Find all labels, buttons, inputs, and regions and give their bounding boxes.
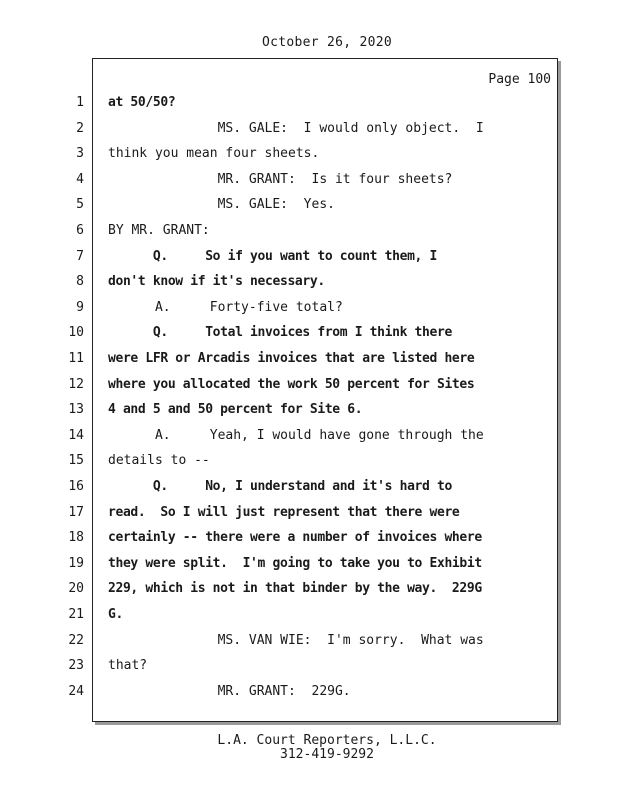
transcript-line-text: they were split. I'm going to take you to Exhibit [108,556,482,571]
transcript-line-text: were LFR or Arcadis invoices that are listed here [108,351,475,366]
line-number: 2 [76,121,84,136]
line-number: 13 [68,402,84,417]
transcript-line-text: Q. No, I understand and it's hard to [108,479,452,494]
transcript-line-text: don't know if it's necessary. [108,274,325,289]
line-number: 7 [76,249,84,264]
transcript-line-text: read. So I will just represent that there were [108,505,460,520]
transcript-line-text: certainly -- there were a number of invoices where [108,530,482,545]
transcript-date: October 26, 2020 [261,35,393,50]
transcript-line-text: A. Forty-five total? [108,300,343,315]
transcript-line-text: BY MR. GRANT: [108,223,210,238]
line-number: 21 [68,607,84,622]
page-number: Page 100 [488,72,551,87]
line-number: 24 [68,684,84,699]
line-number: 5 [76,197,84,212]
line-number: 20 [68,581,84,596]
line-number: 19 [68,556,84,571]
line-number: 16 [68,479,84,494]
line-number: 18 [68,530,84,545]
transcript-line-text: G. [108,607,123,622]
transcript-line-text: MS. GALE: Yes. [108,197,335,212]
transcript-line-text: at 50/50? [108,95,176,110]
transcript-line-text: MR. GRANT: Is it four sheets? [108,172,453,187]
transcript-line-text: MS. VAN WIE: I'm sorry. What was [108,633,484,648]
line-number: 15 [68,453,84,468]
transcript-line-text: MR. GRANT: 229G. [108,684,351,699]
line-number: 3 [76,146,84,161]
transcript-line-text: A. Yeah, I would have gone through the [108,428,484,443]
transcript-line-text: Q. Total invoices from I think there [108,325,452,340]
line-number: 1 [76,95,84,110]
line-number: 9 [76,300,84,315]
line-number: 10 [68,325,84,340]
line-number: 6 [76,223,84,238]
line-number: 8 [76,274,84,289]
line-number: 12 [68,377,84,392]
transcript-line-text: details to -- [108,453,210,468]
line-number: 4 [76,172,84,187]
line-number: 14 [68,428,84,443]
line-number: 17 [68,505,84,520]
transcript-line-text: that? [108,658,148,673]
transcript-line-text: 4 and 5 and 50 percent for Site 6. [108,402,363,417]
transcript-line-text: think you mean four sheets. [108,146,320,161]
line-number: 23 [68,658,84,673]
transcript-line-text: where you allocated the work 50 percent for Sites [108,377,475,392]
transcript-line-text: 229, which is not in that binder by the way. 229G [108,581,482,596]
footer-phone: 312-419-9292 [280,747,374,762]
transcript-line-text: MS. GALE: I would only object. I [108,121,484,136]
line-number: 11 [68,351,84,366]
line-number: 22 [68,633,84,648]
transcript-line-text: Q. So if you want to count them, I [108,249,437,264]
footer-company: L.A. Court Reporters, L.L.C. [217,733,437,748]
